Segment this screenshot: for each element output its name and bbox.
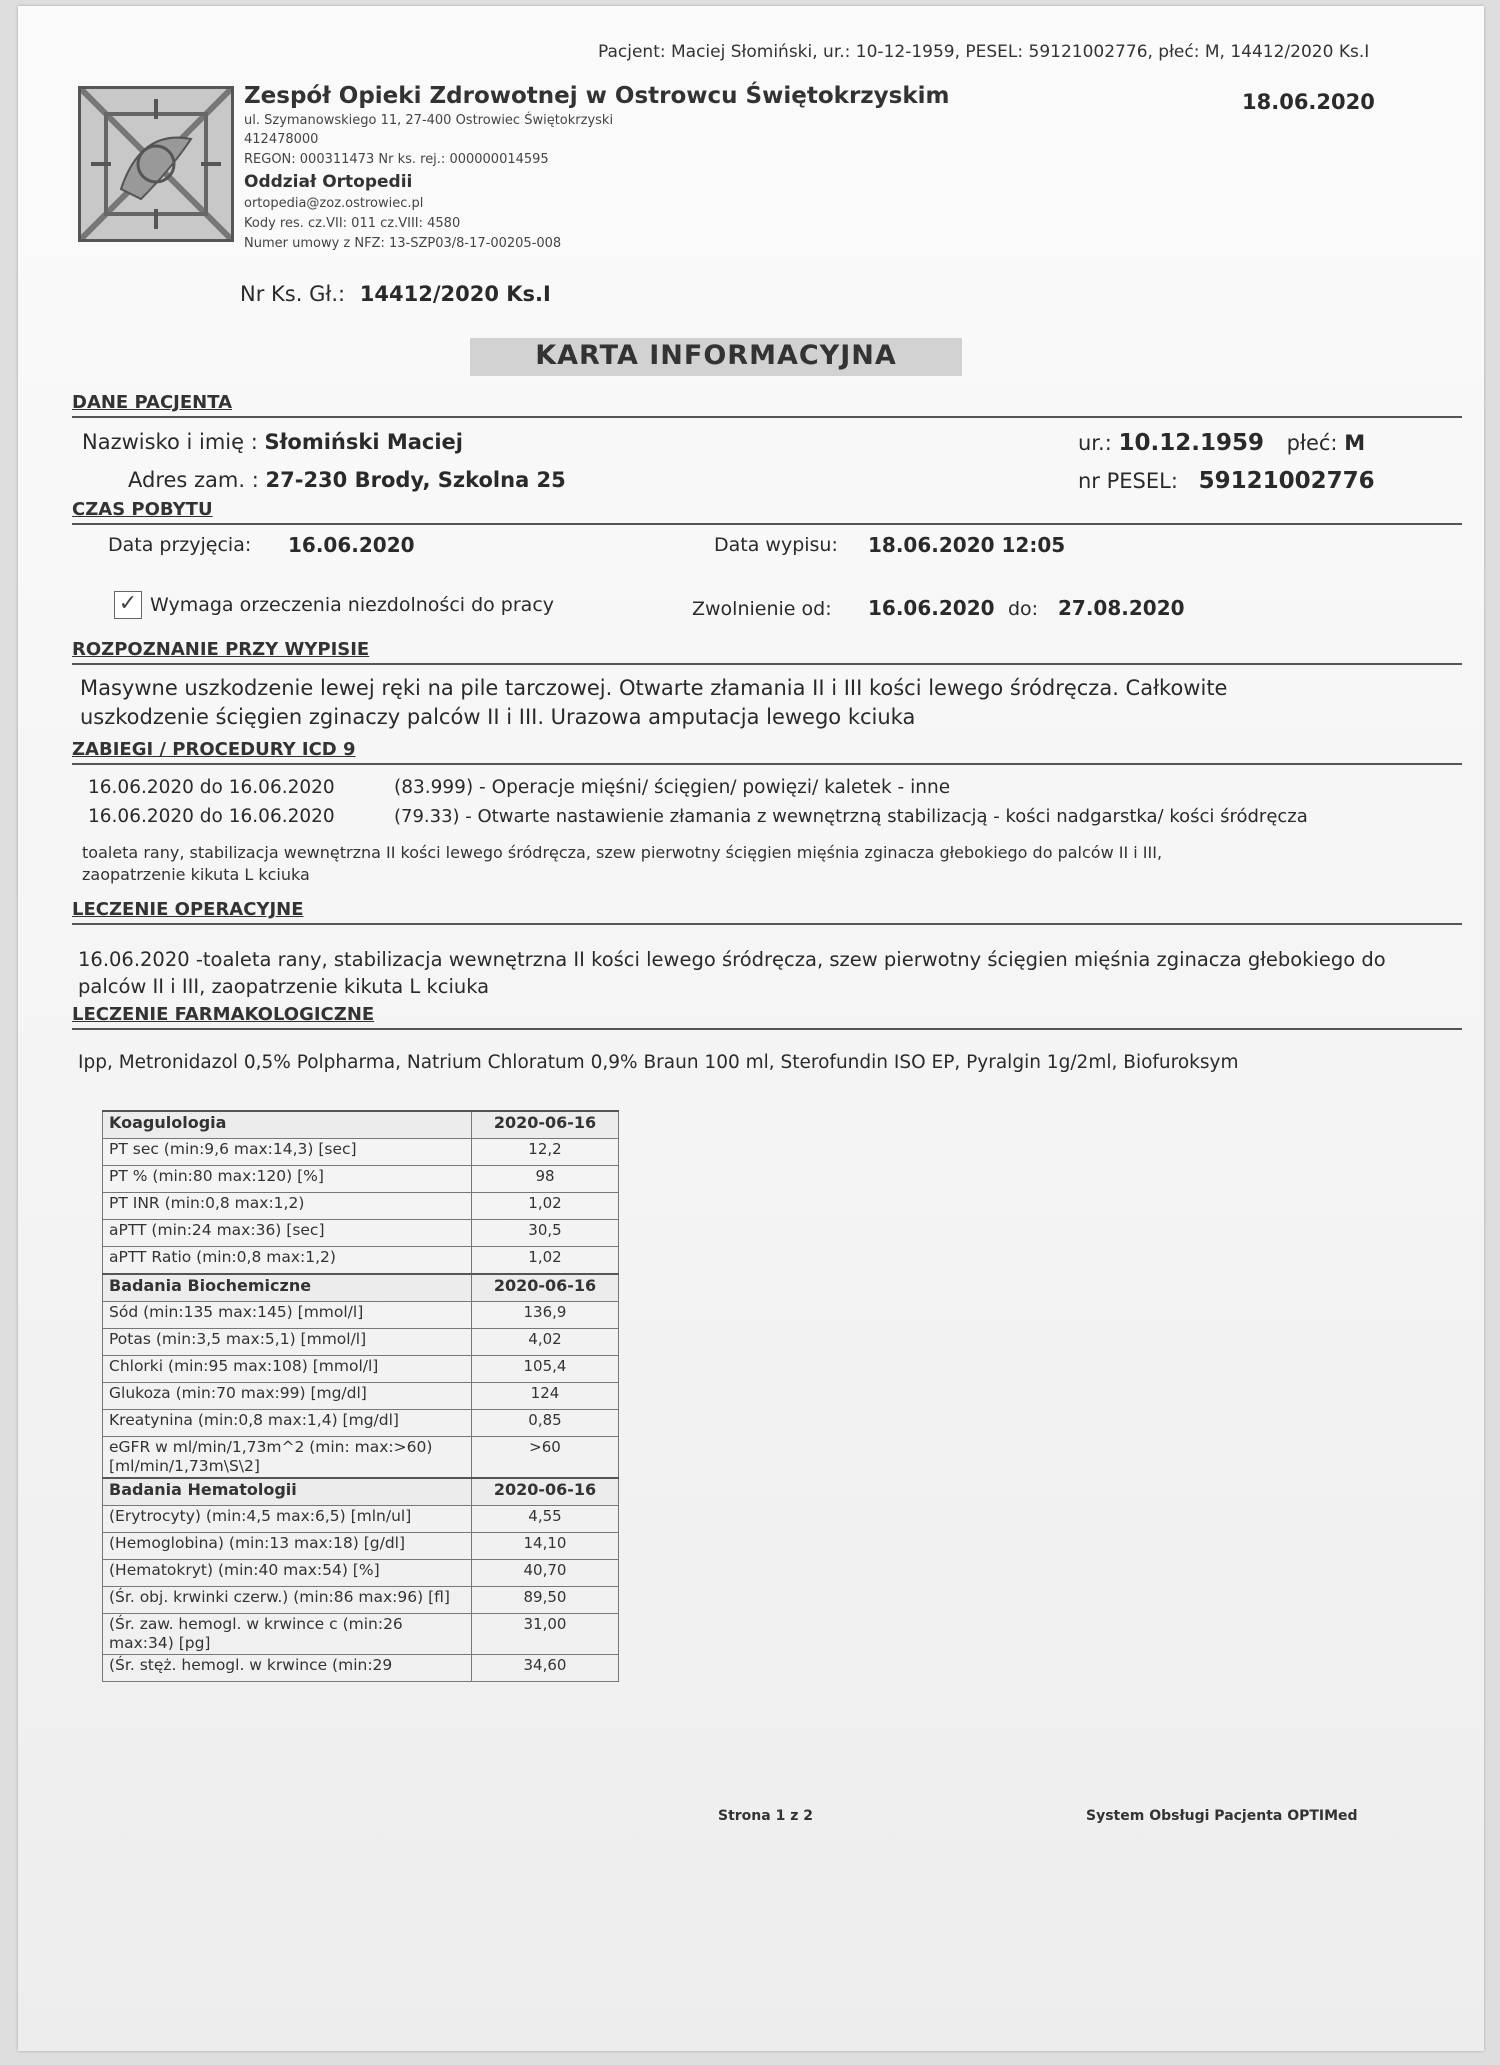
lab-group-date: 2020-06-16 [472, 1111, 619, 1139]
procedures-section-heading: ZABIEGI / PROCEDURY ICD 9 [72, 739, 356, 760]
lab-test-name: PT sec (min:9,6 max:14,3) [sec] [103, 1139, 472, 1166]
lab-test-name: eGFR w ml/min/1,73m^2 (min: max:>60) [ml/min/1,73m\S\2] [103, 1437, 472, 1479]
procedure-description: (79.33) - Otwarte nastawienie złamania z wewnętrzną stabilizacją - kości nadgarstka/ kości śródręcza [394, 806, 1308, 827]
pesel-row [1078, 468, 1375, 494]
lab-group-header [103, 1274, 619, 1302]
table-row [103, 1506, 619, 1533]
table-row [103, 1437, 619, 1479]
page-number: Strona 1 z 2 [718, 1808, 813, 1824]
table-row [103, 1655, 619, 1682]
document-date: 18.06.2020 [1242, 90, 1375, 114]
system-name: System Obsługi Pacjenta OPTIMed [1086, 1808, 1358, 1824]
lab-test-value: 1,02 [472, 1193, 619, 1220]
admission-label: Data przyjęcia: [108, 534, 252, 556]
lab-group-title: Koagulologia [103, 1111, 472, 1139]
table-row [103, 1166, 619, 1193]
lab-group-header [103, 1111, 619, 1139]
section-divider [72, 923, 1462, 925]
table-row [103, 1560, 619, 1587]
patient-name-row [82, 430, 463, 454]
lab-test-name: Sód (min:135 max:145) [mmol/l] [103, 1302, 472, 1329]
lab-test-name: (Śr. stęż. hemogl. w krwince (min:29 [103, 1655, 472, 1682]
lab-group-header [103, 1478, 619, 1506]
lab-test-value: 124 [472, 1383, 619, 1410]
lab-results-table [102, 1110, 619, 1682]
address-row [128, 468, 566, 492]
table-row [103, 1533, 619, 1560]
lab-test-name: (Śr. zaw. hemogl. w krwince c (min:26 max:34) [pg] [103, 1614, 472, 1655]
discharge-date: 18.06.2020 12:05 [868, 533, 1066, 557]
patient-header-line: Pacjent: Maciej Słomiński, ur.: 10-12-1959, PESEL: 59121002776, płeć: M, 14412/2020 Ks.I [598, 42, 1370, 62]
sick-leave-label: Zwolnienie od: [692, 598, 832, 620]
lab-test-value: 12,2 [472, 1139, 619, 1166]
lab-test-name: (Hemoglobina) (min:13 max:18) [g/dl] [103, 1533, 472, 1560]
table-row [103, 1587, 619, 1614]
pharmacology-section-heading: LECZENIE FARMAKOLOGICZNE [72, 1004, 375, 1025]
medications-list: Ipp, Metronidazol 0,5% Polpharma, Natrium Chloratum 0,9% Braun 100 ml, Sterofundin ISO EP, Pyralgin 1g/2ml, Biofuroksym [78, 1052, 1239, 1073]
institution-number: 412478000 [244, 132, 319, 147]
procedure-note-line: toaleta rany, stabilizacja wewnętrzna II kości lewego śródręcza, szew pierwotny ścięgien mięśnia zginacza głebokiego do palców II i III, [82, 843, 1163, 862]
lab-test-name: PT % (min:80 max:120) [%] [103, 1166, 472, 1193]
lab-group-title: Badania Biochemiczne [103, 1274, 472, 1302]
diagnosis-text [80, 674, 1227, 732]
lab-group-date: 2020-06-16 [472, 1478, 619, 1506]
sick-leave-to-label: do: [1008, 598, 1039, 620]
procedure-description: (83.999) - Operacje mięśni/ ścięgien/ powięzi/ kaletek - inne [394, 777, 951, 798]
lab-test-name: (Hematokryt) (min:40 max:54) [%] [103, 1560, 472, 1587]
lab-test-value: 89,50 [472, 1587, 619, 1614]
surgery-line: 16.06.2020 -toaleta rany, stabilizacja wewnętrzna II kości lewego śródręcza, szew pierwotny ścięgien mięśnia zginacza głebokiego do [78, 948, 1386, 971]
lab-test-value: 14,10 [472, 1533, 619, 1560]
lab-test-value: 105,4 [472, 1356, 619, 1383]
procedure-note [82, 842, 1162, 886]
lab-test-name: PT INR (min:0,8 max:1,2) [103, 1193, 472, 1220]
pesel-label: nr PESEL: [1078, 469, 1178, 493]
admission-date: 16.06.2020 [288, 533, 415, 557]
section-divider [72, 523, 1462, 525]
book-number [240, 282, 551, 306]
lab-test-name: (Śr. obj. krwinki czerw.) (min:86 max:96) [fl] [103, 1587, 472, 1614]
lab-test-value: 0,85 [472, 1410, 619, 1437]
table-row [103, 1410, 619, 1437]
institution-regon: REGON: 000311473 Nr ks. rej.: 000000014595 [244, 152, 549, 167]
lab-test-value: 98 [472, 1166, 619, 1193]
section-divider [72, 663, 1462, 665]
lab-test-value: 40,70 [472, 1560, 619, 1587]
hospital-logo [78, 86, 234, 242]
lab-test-value: 31,00 [472, 1614, 619, 1655]
procedure-note-line: zaopatrzenie kikuta L kciuka [82, 865, 310, 884]
book-number-label: Nr Ks. Gł.: [240, 282, 346, 306]
section-divider [72, 763, 1462, 765]
lab-test-name: (Erytrocyty) (min:4,5 max:6,5) [mln/ul] [103, 1506, 472, 1533]
diagnosis-line: Masywne uszkodzenie lewej ręki na pile tarczowej. Otwarte złamania II i III kości lewego śródręcza. Całkowite [80, 676, 1228, 700]
lab-test-name: Glukoza (min:70 max:99) [mg/dl] [103, 1383, 472, 1410]
lab-test-value: 34,60 [472, 1655, 619, 1682]
surgery-section-heading: LECZENIE OPERACYJNE [72, 899, 304, 920]
sick-leave-to: 27.08.2020 [1058, 596, 1185, 620]
department-name: Oddział Ortopedii [244, 172, 413, 192]
birth-label: ur.: [1078, 431, 1112, 455]
surgery-text [78, 946, 1386, 1000]
lab-test-value: 136,9 [472, 1302, 619, 1329]
section-divider [72, 416, 1462, 418]
lab-test-value: >60 [472, 1437, 619, 1479]
stay-section-heading: CZAS POBYTU [72, 499, 213, 520]
department-email: ortopedia@zoz.ostrowiec.pl [244, 196, 424, 211]
table-row [103, 1139, 619, 1166]
table-row [103, 1247, 619, 1275]
table-row [103, 1302, 619, 1329]
lab-test-name: aPTT (min:24 max:36) [sec] [103, 1220, 472, 1247]
table-row [103, 1329, 619, 1356]
section-divider [72, 1028, 1462, 1030]
address-label: Adres zam. : [128, 468, 259, 492]
institution-address: ul. Szymanowskiego 11, 27-400 Ostrowiec Świętokrzyski [244, 113, 614, 128]
resort-codes: Kody res. cz.VII: 011 cz.VIII: 4580 [244, 216, 461, 231]
sex-value: M [1344, 431, 1366, 455]
sex-label: płeć: [1286, 431, 1338, 455]
diagnosis-section-heading: ROZPOZNANIE PRZY WYPISIE [72, 639, 370, 660]
document-title: KARTA INFORMACYJNA [535, 340, 897, 371]
book-number-value: 14412/2020 Ks.I [359, 282, 551, 306]
patient-name: Słomiński Maciej [264, 430, 463, 454]
table-row [103, 1383, 619, 1410]
lab-test-value: 1,02 [472, 1247, 619, 1275]
table-row [103, 1220, 619, 1247]
table-row [103, 1614, 619, 1655]
diagnosis-line: uszkodzenie ścięgien zginaczy palców II i III. Urazowa amputacja lewego kciuka [80, 705, 916, 729]
discharge-label: Data wypisu: [714, 534, 838, 556]
surgery-line: palców II i III, zaopatrzenie kikuta L kciuka [78, 975, 490, 998]
lab-test-name: aPTT Ratio (min:0,8 max:1,2) [103, 1247, 472, 1275]
lab-test-value: 30,5 [472, 1220, 619, 1247]
table-row [103, 1356, 619, 1383]
pesel-value: 59121002776 [1198, 468, 1375, 494]
birth-row [1078, 430, 1365, 456]
table-row [103, 1193, 619, 1220]
birth-date: 10.12.1959 [1118, 430, 1264, 456]
incapacity-checkbox: ✓ [114, 591, 142, 619]
lab-test-name: Potas (min:3,5 max:5,1) [mmol/l] [103, 1329, 472, 1356]
patient-section-heading: DANE PACJENTA [72, 392, 233, 413]
name-label: Nazwisko i imię : [82, 430, 258, 454]
document-page [18, 6, 1484, 2051]
lab-group-title: Badania Hematologii [103, 1478, 472, 1506]
patient-address: 27-230 Brody, Szkolna 25 [265, 468, 566, 492]
sick-leave-from: 16.06.2020 [868, 596, 995, 620]
procedure-dates: 16.06.2020 do 16.06.2020 [88, 806, 335, 827]
procedure-dates: 16.06.2020 do 16.06.2020 [88, 777, 335, 798]
lab-test-value: 4,55 [472, 1506, 619, 1533]
institution-name: Zespół Opieki Zdrowotnej w Ostrowcu Świętokrzyskim [244, 83, 950, 109]
lab-test-value: 4,02 [472, 1329, 619, 1356]
lab-test-name: Kreatynina (min:0,8 max:1,4) [mg/dl] [103, 1410, 472, 1437]
incapacity-label: Wymaga orzeczenia niezdolności do pracy [150, 594, 555, 616]
nfz-contract: Numer umowy z NFZ: 13-SZP03/8-17-00205-008 [244, 236, 562, 251]
lab-group-date: 2020-06-16 [472, 1274, 619, 1302]
lab-test-name: Chlorki (min:95 max:108) [mmol/l] [103, 1356, 472, 1383]
